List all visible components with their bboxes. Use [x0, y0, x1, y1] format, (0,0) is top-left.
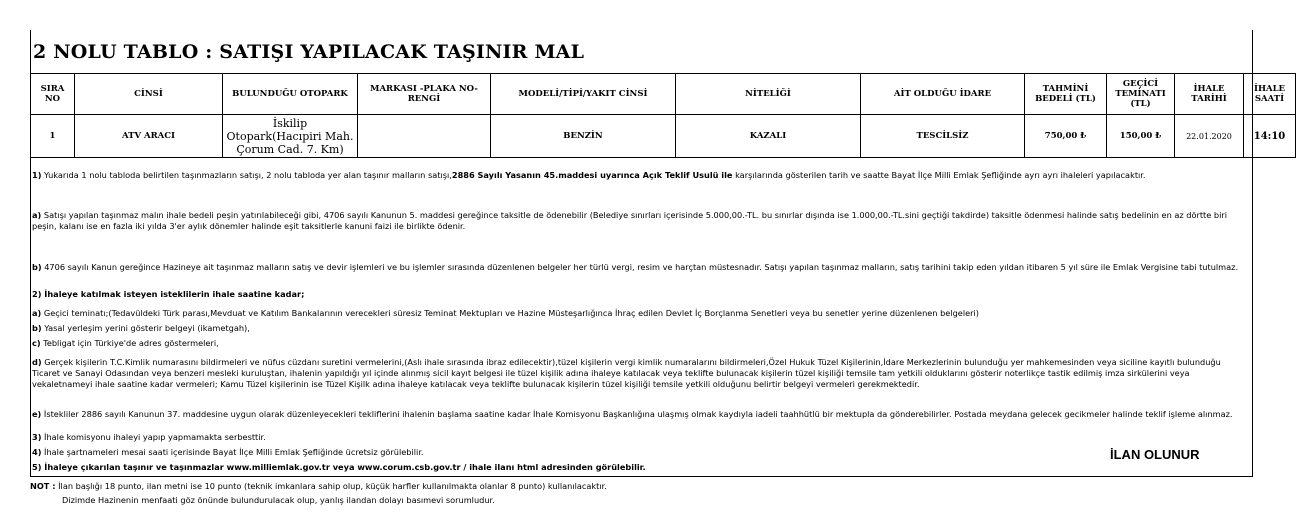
header-cinsi: CİNSİ	[75, 74, 223, 115]
paragraph-2c-text: Tebligat için Türkiye'de adres göstermeleri,	[40, 338, 219, 348]
paragraph-4	[32, 447, 1250, 458]
paragraph-4-number: 4)	[32, 447, 42, 457]
page-title: 2 NOLU TABLO : SATIŞI YAPILACAK TAŞINIR MAL	[33, 41, 585, 63]
paragraph-3-text: İhale komisyonu ihaleyi yapıp yapmamakta serbesttir.	[41, 432, 266, 442]
table-header-row	[31, 74, 1296, 115]
paragraph-2c-number: c)	[32, 338, 41, 348]
paragraph-3-number: 3)	[32, 432, 42, 442]
cell-tarih: 22.01.2020	[1175, 115, 1244, 158]
cell-idare: TESCİLSİZ	[861, 115, 1025, 158]
paragraph-1-text-a: Yukarıda 1 nolu tabloda belirtilen taşınmazların satışı, 2 nolu tabloda yer alan taşınır malların satışı,	[41, 170, 452, 180]
paragraph-2b-number: b)	[32, 323, 42, 333]
header-markasi: MARKASI -PLAKA NO-RENGİ	[358, 74, 491, 115]
auction-table	[30, 73, 1296, 158]
paragraph-1-text-c: karşılarında gösterilen tarih ve saatte Bayat İlçe Milli Emlak Şefliğinde ayrı ayrı ihaleleri yapılacaktır.	[732, 170, 1146, 180]
cell-sira: 1	[31, 115, 75, 158]
header-tahmini-bedel: TAHMİNİ BEDELİ (TL)	[1025, 74, 1107, 115]
paragraph-a-text: Satışı yapılan taşınmaz malın ihale bedeli peşin yatırılabileceği gibi, 4706 sayılı Kanunun 5. maddesi gereğince taksitle de ödenebilir (Belediye sınırları içerisinde 5.000,00.-TL. bu sınırlar dışında ise 1.000,00.-TL.sini geçtiği takdirde) taksitle ödenmesi halinde satış bedelinin en az dörtte biri peşin, kalanı ise en fazla iki yılda 3'er aylık dönemler halinde eşit taksitlerle kanuni faizi ile birlikte ödenir.	[32, 210, 1228, 231]
paragraph-5	[32, 462, 1250, 473]
paragraph-b-number: b)	[32, 262, 42, 272]
header-modeli: MODELİ/TİPİ/YAKIT CİNSİ	[491, 74, 676, 115]
paragraph-2a-text: Geçici teminatı;(Tedavüldeki Türk parası,Mevduat ve Katılım Bankalarının verecekleri süresiz Teminat Mektupları ve Hazine Müsteşarlığınca İhraç edilen Devlet İç Borçlanma Senetleri veya bu senetler yerine düzenlenen belgeleri)	[41, 308, 979, 318]
ilan-olunur: İLAN OLUNUR	[1110, 447, 1200, 462]
paragraph-2-heading-text: 2) İhaleye katılmak isteyen isteklilerin ihale saatine kadar;	[32, 289, 305, 299]
paragraph-2c	[32, 338, 1250, 349]
paragraph-2d-text: Gerçek kişilerin T.C.Kimlik numarasını bildirmeleri ve nüfus cüzdanı suretini vermelerini,(Aslı ihale sırasında ibraz edilecektir),tüzel kişilerin vergi kimlik numaralarını bildirmeleri,Özel Hukuk Tüzel Kişilerinin,İdare Merkezlerinin bulunduğu yer mahkemesinden veya siciline kayıtlı bulunduğu Ticaret ve Sanayi Odasından veya benzeri mesleki kuruluştan, ihalenin yapıldığı yıl içinde alınmış sicil kayıt belgesi ile tüzel kişilik adına ihaleye katılacak veya teklifte bulunacak kişilerin tüzel kişiliği temsile tam yetkili olduklarını gösterir noterlikçe tastik edilmiş imza sirkülerini veya vekaletnameyi ihale saatine kadar vermeleri; Kamu Tüzel kişilerinin ise Tüzel Kişilk adına ihaleye katılacak veya teklifte bulunacak kişilerin tüzel kişiliği temsile yetkili olduğunu belirtir belgeyi vermeleri gerekmektedir.	[32, 357, 1221, 389]
cell-modeli: BENZİN	[491, 115, 676, 158]
note-line-1	[30, 481, 607, 492]
paragraph-2b	[32, 323, 1250, 334]
paragraph-4-text: İhale şartnameleri mesai saati içerisinde Bayat İlçe Milli Emlak Şefliğinde ücretsiz görülebilir.	[41, 447, 424, 457]
cell-cinsi: ATV ARACI	[75, 115, 223, 158]
paragraph-1	[32, 170, 1250, 181]
cell-bedel: 750,00 ₺	[1025, 115, 1107, 158]
note-text-1: İlan başlığı 18 punto, ilan metni ise 10 punto (teknik imkanlara sahip olup, küçük harfler kullanılmakta olanlar 8 punto) kullanılacaktır.	[55, 481, 607, 491]
header-ihale-saati: İHALE SAATİ	[1244, 74, 1296, 115]
paragraph-2b-text: Yasal yerleşim yerini gösterir belgeyi (ikametgah),	[41, 323, 250, 333]
page-border-bottom	[30, 476, 1253, 477]
paragraph-2e-number: e)	[32, 409, 42, 419]
table-row	[31, 115, 1296, 158]
header-sira-no: SIRA NO	[31, 74, 75, 115]
cell-saat: 14:10	[1244, 115, 1296, 158]
header-ihale-tarihi: İHALE TARİHİ	[1175, 74, 1244, 115]
paragraph-b	[32, 262, 1250, 273]
header-niteligi: NİTELİĞİ	[676, 74, 861, 115]
paragraph-3	[32, 432, 1250, 443]
paragraph-2a-number: a)	[32, 308, 42, 318]
header-otopark: BULUNDUĞU OTOPARK	[223, 74, 358, 115]
paragraph-b-text: 4706 sayılı Kanun gereğince Hazineye ait taşınmaz malların satış ve devir işlemleri ve bu işlemler sırasında düzenlenen belgeler her türlü vergi, resim ve harçtan müstesnadır. Satışı yapılan taşınmaz malların, satış tarihini takip eden yıldan itibaren 5 yıl süre ile Emlak Vergisine tabi tutulmaz.	[41, 262, 1239, 272]
paragraph-2-heading	[32, 289, 1250, 300]
paragraph-2d	[32, 357, 1250, 390]
paragraph-a	[32, 210, 1250, 232]
paragraph-1-number: 1)	[32, 170, 42, 180]
paragraph-2e	[32, 409, 1250, 420]
paragraph-2d-number: d)	[32, 357, 42, 367]
cell-teminat: 150,00 ₺	[1107, 115, 1175, 158]
header-gecici-teminat: GEÇİCİ TEMİNATI (TL)	[1107, 74, 1175, 115]
header-idare: AİT OLDUĞU İDARE	[861, 74, 1025, 115]
note-line-2: Dizimde Hazinenin menfaati göz önünde bulundurulacak olup, yanlış ilandan dolayı basımevi sorumludur.	[62, 495, 495, 505]
note-label: NOT :	[30, 481, 56, 491]
cell-markasi	[358, 115, 491, 158]
paragraph-2e-text: İstekliler 2886 sayılı Kanunun 37. maddesine uygun olarak düzenleyecekleri tekliflerini ihalenin başlama saatine kadar İhale Komisyonu Başkanlığına ulaşmış olmak kaydıyla iadeli taahhütlü bir mektupla da gönderebilirler. Postada meydana gelecek gecikmeler halinde teklif işleme alınmaz.	[41, 409, 1233, 419]
cell-niteligi: KAZALI	[676, 115, 861, 158]
paragraph-a-number: a)	[32, 210, 42, 220]
paragraph-1-law: 2886 Sayılı Yasanın 45.maddesi uyarınca Açık Teklif Usulü ile	[451, 170, 733, 180]
paragraph-5-text: 5) İhaleye çıkarılan taşınır ve taşınmazlar www.milliemlak.gov.tr veya www.corum.csb.gov.tr / ihale ilanı html adresinden görülebilir.	[32, 462, 646, 472]
cell-otopark: İskilip Otopark(Hacıpiri Mah. Çorum Cad. 7. Km)	[223, 115, 358, 158]
paragraph-2a	[32, 308, 1250, 319]
